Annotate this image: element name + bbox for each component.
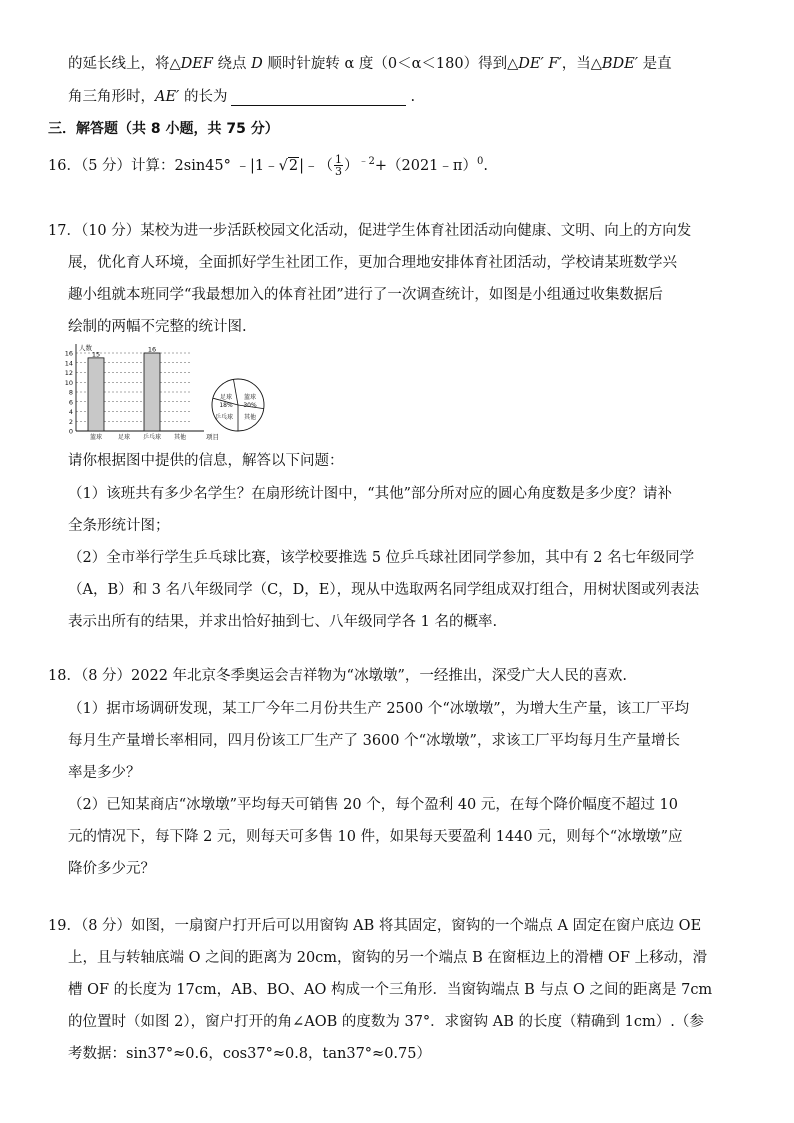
y-tick-label: 12	[64, 369, 73, 377]
y-tick-label: 14	[64, 359, 73, 368]
pie-slice-label: 足球	[219, 394, 233, 401]
q15-line-1: 的延长线上，将△DEF 绕点 D 顺时针旋转 α 度（0＜α＜180）得到△DE′ F′，当△BDE′ 是直	[68, 56, 672, 72]
q16: 16．（5 分）计算：2sin45° ﹣|1﹣√2|﹣（ $\frac{1}{3}$ ）$^{﹣2}$+（2021﹣π）$^0$.	[48, 153, 488, 179]
x-axis-label: 项目	[206, 433, 219, 441]
q17-part1-line-1: （1）该班共有多少名学生？在扇形统计图中，“其他”部分所对应的圆心角度数是多少度？请补	[68, 486, 673, 502]
data-label: 16	[147, 345, 157, 354]
y-tick-label: 0	[68, 427, 73, 436]
y-tick-label: 4	[68, 408, 73, 416]
y-tick-label: 8	[68, 388, 73, 397]
y-tick-label: 6	[68, 398, 73, 407]
q18-line-1: 18．（8 分）2022 年北京冬季奥运会吉祥物为“冰墩墩”，一经推出，深受广大人民的喜欢.	[48, 668, 627, 684]
q17-after-chart: 请你根据图中提供的信息，解答以下问题：	[68, 453, 344, 469]
pie-chart	[203, 370, 273, 440]
x-tick-label: 其他	[173, 434, 187, 441]
data-label: 15	[91, 350, 101, 359]
pie-slice-value: 30%	[243, 402, 257, 409]
y-tick-label: 10	[64, 378, 73, 387]
q17-line-4: 绘制的两幅不完整的统计图.	[68, 319, 247, 335]
y-tick-label: 2	[68, 417, 73, 426]
q17-part2-line-1: （2）全市举行学生乒乓球比赛，该学校要推选 5 位乒乓球社团同学参加，其中有 2 名七年级同学	[68, 550, 695, 566]
section-3-title: 三．解答题（共 8 小题，共 75 分）	[48, 121, 279, 137]
x-tick-label: 篮球	[89, 434, 103, 441]
q18-line-4: 率是多少？	[68, 765, 141, 781]
x-tick-label: 乒乓球	[142, 434, 162, 441]
q18-line-5: （2）已知某商店“冰墩墩”平均每天可销售 20 个，每个盈利 40 元，在每个降价幅度不超过 10	[68, 797, 678, 813]
fraction: $\frac{1}{3}$	[334, 153, 342, 179]
q19-line-2: 上，且与转轴底端 O 之间的距离为 20cm，窗钩的另一个端点 B 在窗框边上的滑槽 OF 上移动，滑	[68, 950, 708, 966]
q19-line-4: 的位置时（如图 2），窗户打开的角∠AOB 的度数为 37°．求窗钩 AB 的长度（精确到 1cm）.（参	[68, 1014, 704, 1030]
q18-line-2: （1）据市场调研发现，某工厂今年二月份共生产 2500 个“冰墩墩”，为增大生产量，该工厂平均	[68, 701, 690, 717]
pie-slice-label: 篮球	[243, 394, 257, 401]
q19-line-3: 槽 OF 的长度为 17cm，AB、BO、AO 构成一个三角形．当窗钩端点 B 与点 O 之间的距离是 7cm	[68, 982, 713, 998]
pie-slice-value: 18%	[219, 402, 233, 409]
pie-slice-label: 乒乓球	[214, 414, 234, 421]
q18-line-7: 降价多少元？	[68, 861, 155, 877]
q17-part2-line-3: 表示出所有的结果，并求出恰好抽到七、八年级同学各 1 名的概率.	[68, 614, 498, 630]
q18-line-3: 每月生产量增长率相同，四月份该工厂生产了 3600 个“冰墩墩”，求该工厂平均每月生产量增长	[68, 733, 680, 749]
answer-blank[interactable]	[231, 91, 406, 106]
q17-line-2: 展，优化育人环境，全面抓好学生社团工作，更加合理地安排体育社团活动，学校请某班数学兴	[68, 255, 677, 271]
pie-slice-label: 其他	[243, 414, 257, 421]
q19-line-1: 19．（8 分）如图，一扇窗户打开后可以用窗钩 AB 将其固定，窗钩的一个端点 A 固定在窗户底边 OE	[48, 918, 702, 934]
q17-part2-line-2: （A，B）和 3 名八年级同学（C，D，E），现从中选取两名同学组成双打组合，用树状图或列表法	[68, 582, 700, 598]
bar-0	[88, 358, 104, 431]
bar-2	[144, 353, 160, 431]
q17-line-3: 趣小组就本班同学“我最想加入的体育社团”进行了一次调查统计，如图是小组通过收集数据后	[68, 287, 663, 303]
y-tick-label: 16	[64, 349, 73, 358]
q15-line-2: 角三角形时，AE′ 的长为 .	[68, 89, 416, 105]
q19-line-5: 考数据：sin37°≈0.6，cos37°≈0.8，tan37°≈0.75）	[68, 1046, 431, 1062]
y-axis-label: 人数	[79, 344, 92, 352]
x-tick-label: 足球	[117, 434, 131, 441]
sqrt-symbol: √	[278, 157, 288, 174]
q18-line-6: 元的情况下，每下降 2 元，则每天可多售 10 件，如果每天要盈利 1440 元，则每个“冰墩墩”应	[68, 829, 683, 845]
q17-part1-line-2: 全条形统计图；	[68, 518, 170, 534]
q17-line-1: 17．（10 分）某校为进一步活跃校园文化活动，促进学生体育社团活动向健康、文明、向上的方向发	[48, 223, 692, 239]
